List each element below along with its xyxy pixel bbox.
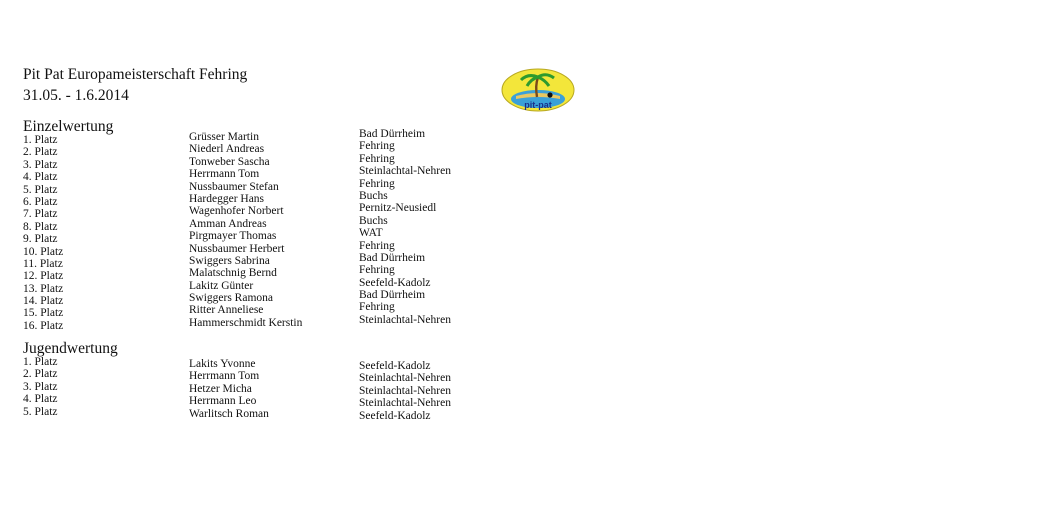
club-name: Fehring bbox=[359, 264, 395, 277]
player-name: Malatschnig Bernd bbox=[189, 267, 277, 280]
jugendwertung-heading: Jugendwertung bbox=[23, 340, 118, 357]
placement-label: 4. Platz bbox=[23, 171, 58, 184]
club-name: Fehring bbox=[359, 177, 395, 190]
placement-label: 12. Platz bbox=[23, 270, 64, 283]
jugend-club-column bbox=[359, 360, 451, 422]
club-name: Fehring bbox=[359, 152, 395, 165]
club-name: Steinlachtal-Nehren bbox=[359, 384, 451, 397]
club-name: Steinlachtal-Nehren bbox=[359, 372, 451, 385]
player-name: Swiggers Ramona bbox=[189, 292, 274, 305]
placement-label: 16. Platz bbox=[23, 319, 64, 332]
player-name: Hardegger Hans bbox=[189, 192, 265, 205]
jugend-place-column bbox=[23, 356, 58, 418]
club-name: Pernitz-Neusiedl bbox=[359, 202, 437, 215]
svg-text:pit-pat: pit-pat bbox=[524, 100, 552, 110]
club-name: Buchs bbox=[359, 214, 388, 227]
player-name: Hammerschmidt Kerstin bbox=[189, 316, 303, 329]
club-name: Buchs bbox=[359, 189, 388, 202]
player-name: Lakits Yvonne bbox=[189, 358, 256, 370]
placement-label: 5. Platz bbox=[23, 183, 58, 196]
jugend-name-column bbox=[189, 358, 269, 420]
player-name: Herrmann Leo bbox=[189, 395, 257, 408]
einzel-place-column bbox=[23, 134, 63, 332]
player-name: Wagenhofer Norbert bbox=[189, 205, 284, 218]
placement-label: 11. Platz bbox=[23, 257, 63, 270]
placement-label: 9. Platz bbox=[23, 233, 58, 246]
page-title: Pit Pat Europameisterschaft Fehring bbox=[23, 66, 248, 83]
placement-label: 13. Platz bbox=[23, 282, 64, 295]
club-name: Bad Dürrheim bbox=[359, 128, 426, 140]
player-name: Nussbaumer Stefan bbox=[189, 180, 279, 193]
einzelwertung-heading: Einzelwertung bbox=[23, 118, 114, 135]
event-dates: 31.05. - 1.6.2014 bbox=[23, 87, 129, 104]
player-name: Grüsser Martin bbox=[189, 131, 259, 143]
placement-label: 3. Platz bbox=[23, 158, 58, 171]
club-name: Fehring bbox=[359, 140, 395, 153]
pit-pat-logo bbox=[500, 68, 576, 112]
placement-label: 5. Platz bbox=[23, 405, 58, 418]
placement-label: 2. Platz bbox=[23, 146, 58, 159]
einzel-name-column bbox=[189, 131, 302, 329]
club-name: Bad Dürrheim bbox=[359, 251, 426, 264]
club-name: Seefeld-Kadolz bbox=[359, 360, 431, 372]
player-name: Warlitsch Roman bbox=[189, 407, 269, 420]
placement-label: 1. Platz bbox=[23, 134, 58, 146]
player-name: Nussbaumer Herbert bbox=[189, 242, 285, 255]
placement-label: 10. Platz bbox=[23, 245, 64, 258]
club-name: Steinlachtal-Nehren bbox=[359, 397, 451, 410]
club-name: Steinlachtal-Nehren bbox=[359, 313, 451, 326]
club-name: Steinlachtal-Nehren bbox=[359, 165, 451, 178]
placement-label: 14. Platz bbox=[23, 295, 64, 308]
placement-label: 15. Platz bbox=[23, 307, 64, 320]
placement-label: 3. Platz bbox=[23, 380, 58, 393]
club-name: Seefeld-Kadolz bbox=[359, 276, 431, 289]
club-name: WAT bbox=[359, 227, 383, 240]
player-name: Amman Andreas bbox=[189, 217, 267, 230]
player-name: Lakitz Günter bbox=[189, 279, 254, 292]
player-name: Ritter Anneliese bbox=[189, 304, 264, 317]
player-name: Tonweber Sascha bbox=[189, 155, 270, 168]
club-name: Seefeld-Kadolz bbox=[359, 409, 431, 422]
placement-label: 7. Platz bbox=[23, 208, 58, 221]
player-name: Herrmann Tom bbox=[189, 370, 260, 383]
player-name: Swiggers Sabrina bbox=[189, 254, 270, 267]
placement-label: 6. Platz bbox=[23, 195, 58, 208]
placement-label: 8. Platz bbox=[23, 220, 58, 233]
club-name: Bad Dürrheim bbox=[359, 289, 426, 302]
placement-label: 4. Platz bbox=[23, 393, 58, 406]
placement-label: 2. Platz bbox=[23, 368, 58, 381]
placement-label: 1. Platz bbox=[23, 356, 58, 368]
player-name: Pirgmayer Thomas bbox=[189, 230, 277, 243]
club-name: Fehring bbox=[359, 239, 395, 252]
player-name: Niederl Andreas bbox=[189, 143, 265, 156]
player-name: Herrmann Tom bbox=[189, 168, 260, 181]
einzel-club-column bbox=[359, 128, 451, 326]
player-name: Hetzer Micha bbox=[189, 382, 252, 395]
club-name: Fehring bbox=[359, 301, 395, 314]
